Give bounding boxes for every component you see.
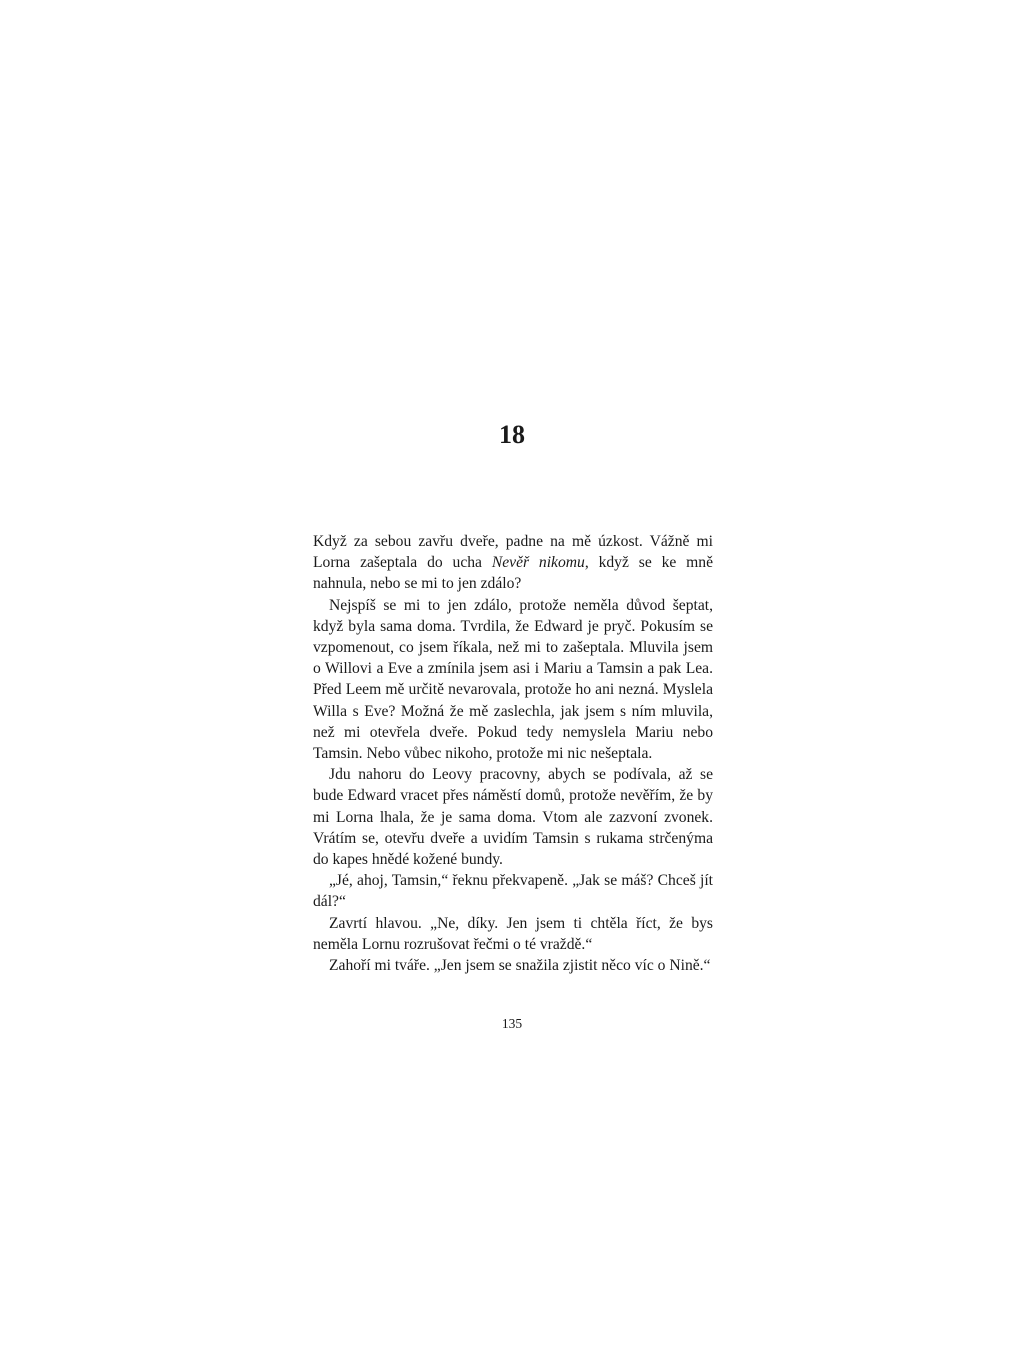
page-number: 135 <box>501 1016 523 1031</box>
chapter-number: 18 <box>499 420 525 449</box>
paragraph-1 <box>313 531 713 595</box>
paragraph-1-after: , když se ke mně nahnula, nebo se mi to jen zdálo? <box>313 554 714 593</box>
chapter-body <box>313 531 713 976</box>
paragraph-3: Jdu nahoru do Leovy pracovny, abych se podívala, až se bude Edward vracet přes náměstí domů, protože nevěřím, že by mi Lorna lhala, že je sama doma. Vtom ale zazvoní zvonek. Vrátím se, otevřu dveře a uvidím Tamsin s rukama strčenýma do kapes hnědé kožené bundy. <box>313 766 713 869</box>
paragraph-4: „Jé, ahoj, Tamsin,“ řeknu překvapeně. „Jak se máš? Chceš jít dál?“ <box>313 872 713 911</box>
paragraph-2: Nejspíš se mi to jen zdálo, protože neměla důvod šeptat, když byla sama doma. Tvrdila, že Edward je pryč. Pokusím se vzpomenout, co jsem říkala, než mi to zašeptala. Mluvila jsem o Willovi a Eve a zmínila jsem asi i Mariu a Tamsin a pak Lea. Před Leem mě určitě nevarovala, protože ho ani nezná. Myslela Willa s Eve? Možná že mě zaslechla, jak jsem s ním mluvila, než mi otevřela dveře. Pokud tedy nemyslela Mariu nebo Tamsin. Nebo vůbec nikoho, protože mi nic nešeptala. <box>313 596 713 763</box>
paragraph-5: Zavrtí hlavou. „Ne, díky. Jen jsem ti chtěla říct, že bys neměla Lornu rozrušovat řečmi o té vraždě.“ <box>313 914 713 953</box>
paragraph-6: Zahoří mi tváře. „Jen jsem se snažila zjistit něco víc o Nině.“ <box>329 957 711 975</box>
paragraph-1-italic: Nevěř nikomu <box>491 554 585 572</box>
paragraph-1-before: Když za sebou zavřu dveře, padne na mě úzkost. Vážně mi Lorna zašeptala do ucha <box>313 533 713 572</box>
